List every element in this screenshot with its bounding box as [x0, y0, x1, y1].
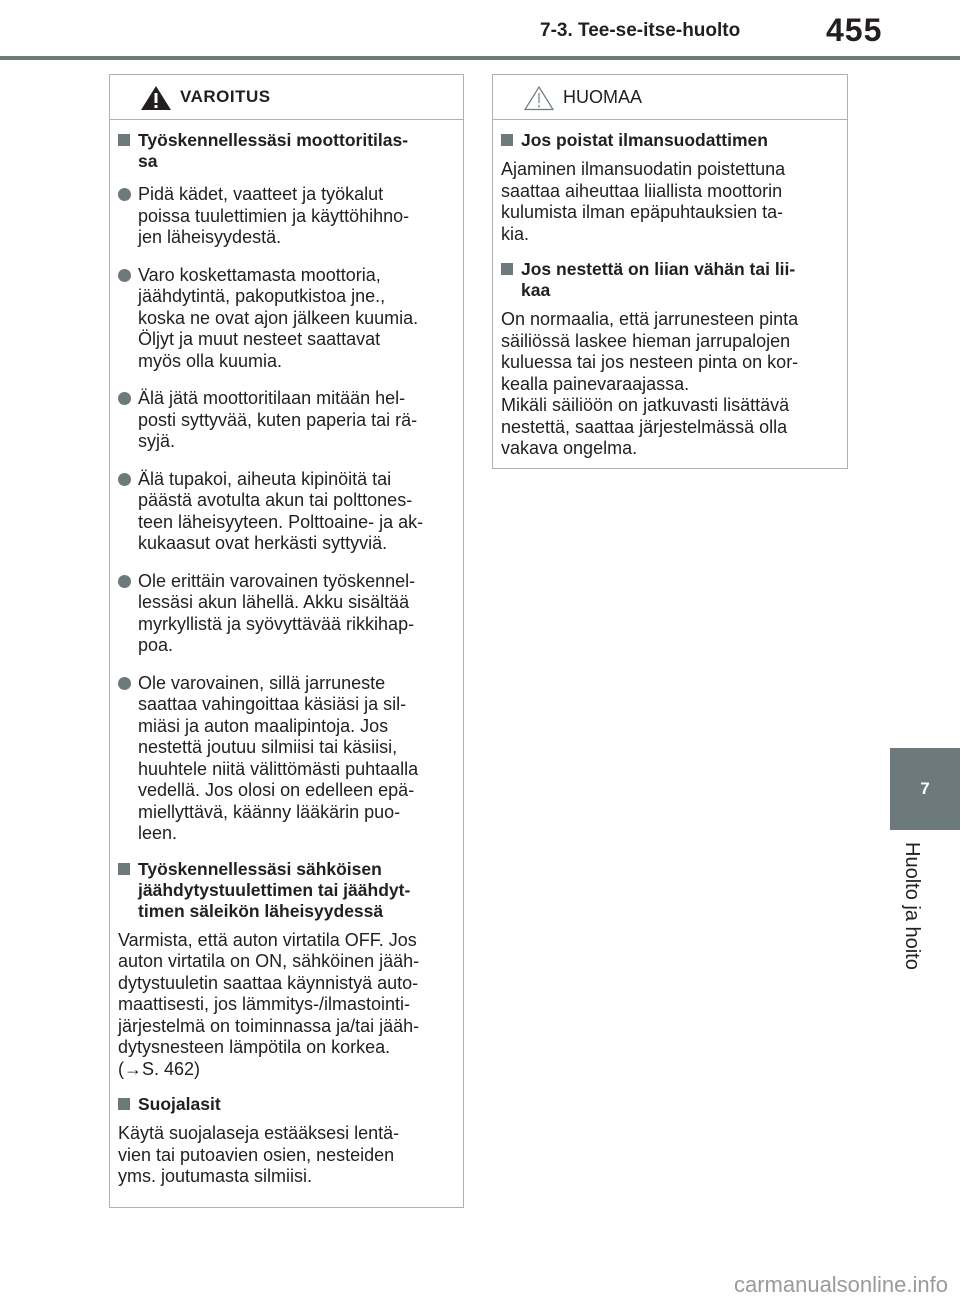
chapter-number: 7	[920, 779, 930, 798]
warning-paragraph: Käytä suojalaseja estääksesi lentä- vien tai putoavien osien, nesteiden yms. joutumasta silmiisi.	[118, 1123, 400, 1186]
warning-header	[110, 75, 463, 120]
notice-box	[492, 74, 848, 469]
page-number: 455	[826, 12, 883, 48]
warning-bullet: Ole erittäin varovainen työskennel- lessäsi akun lähellä. Akku sisältää myrkyllistä ja syövyttävää rikkihap- poa.	[118, 571, 451, 657]
notice-header	[493, 75, 847, 120]
watermark: carmanualsonline.info	[733, 1272, 948, 1297]
chapter-tab	[890, 748, 960, 830]
header-rule	[0, 56, 960, 60]
notice-title: HUOMAA	[563, 86, 643, 107]
chapter-title-text: Huolto ja hoito	[901, 842, 923, 970]
warning-bullet: Pidä kädet, vaatteet ja työkalut poissa tuulettimien ja käyttöhihno- jen läheisyydestä.	[118, 184, 451, 249]
notice-paragraph: Ajaminen ilmansuodatin poistettuna saattaa aiheuttaa liiallista moottorin kulumista ilman epäpuhtauksien ta- kia.	[501, 159, 786, 244]
caution-triangle-outline-icon	[523, 85, 555, 111]
warning-section-heading: Suojalasit	[118, 1094, 451, 1115]
section-title: 7-3. Tee-se-itse-huolto	[540, 20, 741, 41]
notice-section-heading: Jos poistat ilmansuodattimen	[501, 130, 835, 151]
warning-bullet: Ole varovainen, sillä jarruneste saattaa vahingoittaa käsiäsi ja sil- miäsi ja auton maalipintoja. Jos nestettä joutuu silmiisi tai käsiisi, huuhtele niitä välittömästi puhtaalla vedellä. Jos olosi on edelleen epä- miellyttävä, käänny lääkärin puo- leen.	[118, 673, 451, 845]
warning-box	[109, 74, 464, 1208]
warning-bullet: Varo koskettamasta moottoria, jäähdytintä, pakoputkistoa jne., koska ne ovat ajon jälkeen kuumia. Öljyt ja muut nesteet saattavat myös olla kuumia.	[118, 265, 451, 373]
warning-bullet: Älä tupakoi, aiheuta kipinöitä tai päästä avotulta akun tai polttones- teen läheisyyteen. Polttoaine- ja ak- kukaasut ovat herkästi syttyviä.	[118, 469, 451, 555]
warning-section-heading: Työskennellessäsi moottoritilas- sa	[118, 130, 451, 172]
warning-paragraph: Varmista, että auton virtatila OFF. Jos auton virtatila on ON, sähköinen jääh- dytystuuletin saattaa käynnistyä auto- maattisesti, jos lämmitys-/ilmastointi- järjestelmä on toiminnassa ja/tai jääh- dytysnesteen lämpötila on korkea. (→S. 462)	[118, 929, 420, 1079]
notice-section-heading: Jos nestettä on liian vähän tai lii- kaa	[501, 259, 835, 301]
warning-section-heading: Työskennellessäsi sähköisen jäähdytystuulettimen tai jäähdyt- timen säleikön läheisyydessä	[118, 859, 451, 922]
notice-paragraph: On normaalia, että jarrunesteen pinta säiliössä laskee hieman jarrupalojen kuluessa tai jos nesteen pinta on kor- kealla painevaraajassa. Mikäli säiliöön on jatkuvasti lisättävä nestettä, saattaa järjestelmässä olla vakava ongelma.	[501, 309, 799, 458]
notice-body	[493, 130, 847, 460]
warning-body	[110, 130, 463, 1188]
chapter-title	[878, 842, 948, 982]
warning-triangle-icon	[140, 85, 172, 111]
warning-title: VAROITUS	[180, 87, 271, 106]
warning-bullet: Älä jätä moottoritilaan mitään hel- posti syttyvää, kuten paperia tai rä- syjä.	[118, 388, 451, 453]
